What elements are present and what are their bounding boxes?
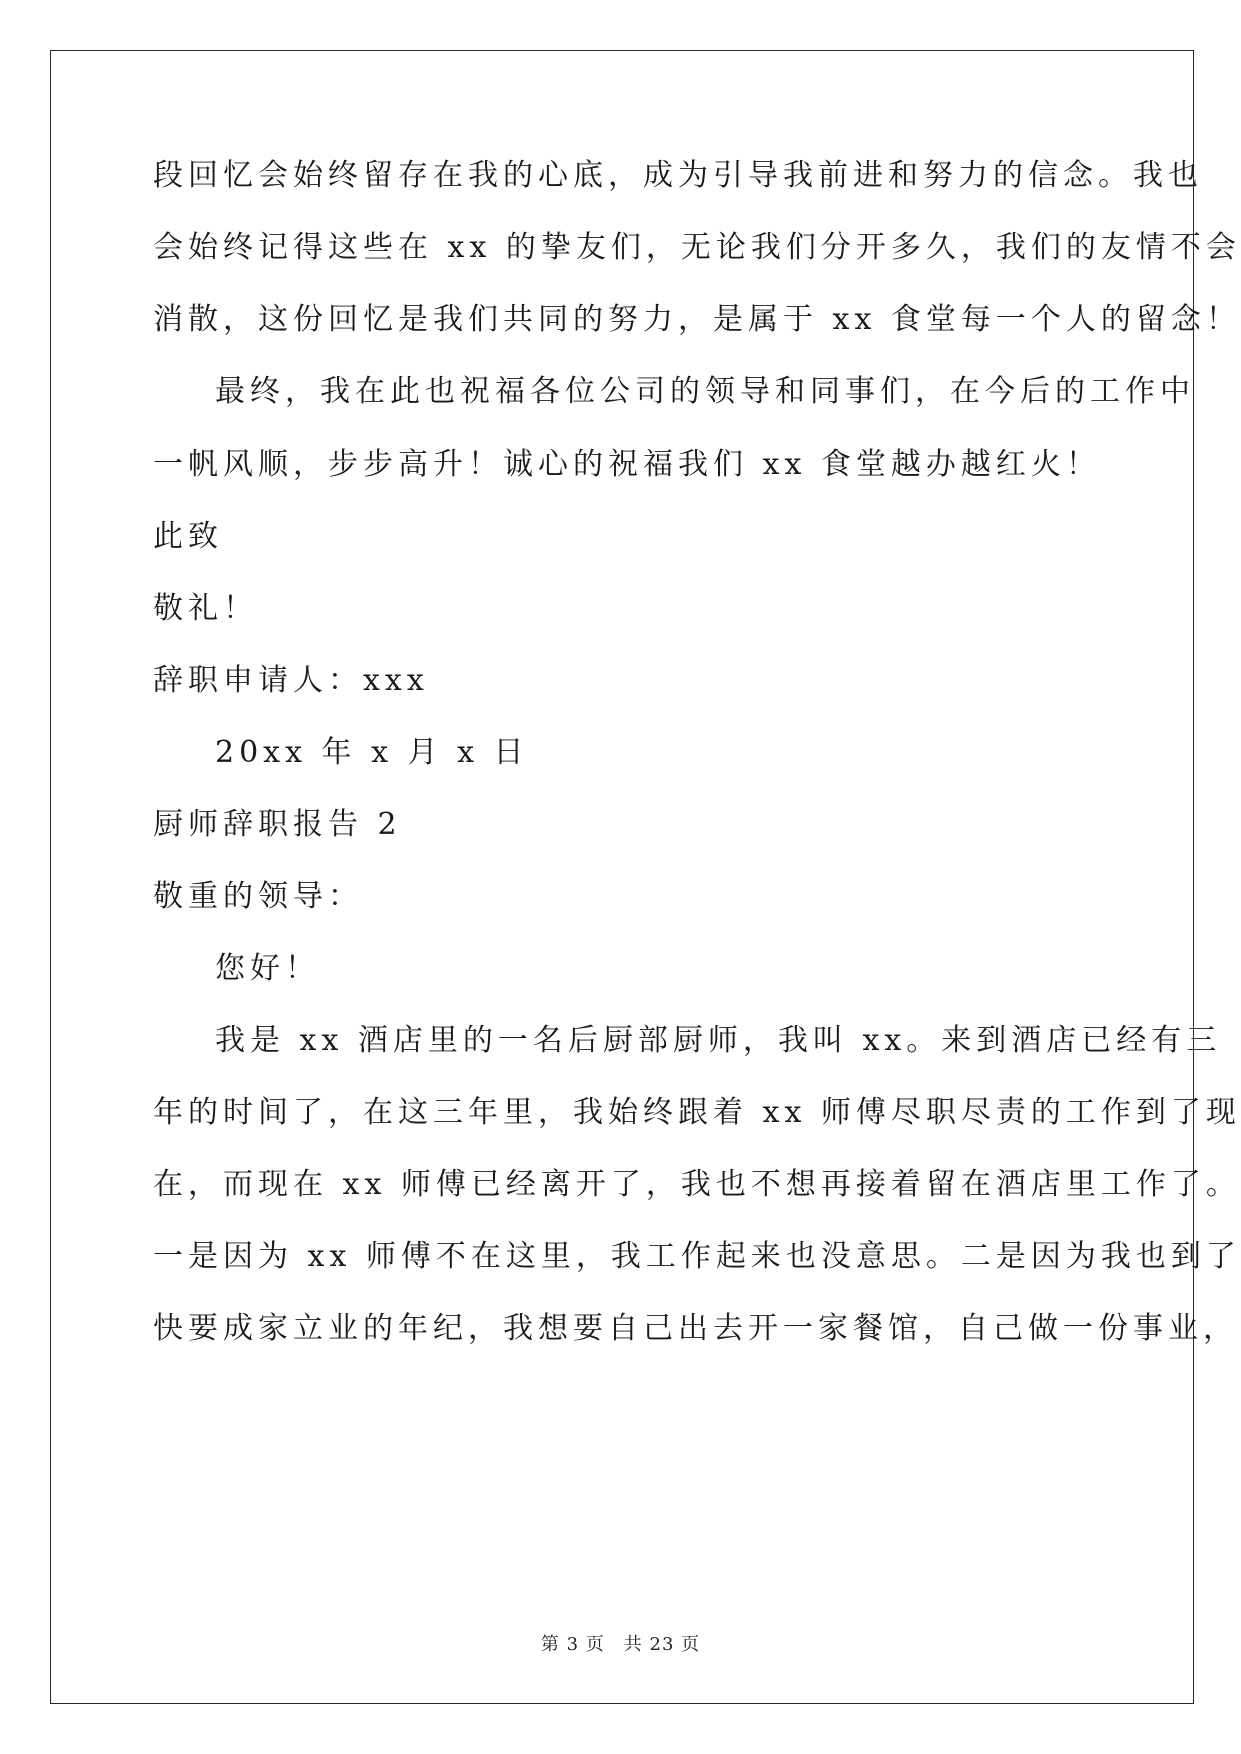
text-line: 会始终记得这些在 xx 的挚友们，无论我们分开多久，我们的友情不会 xyxy=(153,230,1241,265)
text-line: 年的时间了，在这三年里，我始终跟着 xx 师傅尽职尽责的工作到了现 xyxy=(153,1095,1241,1130)
text-line: 快要成家立业的年纪，我想要自己出去开一家餐馆，自己做一份事业， xyxy=(153,1311,1238,1346)
text-line: 段回忆会始终留存在我的心底，成为引导我前进和努力的信念。我也 xyxy=(153,158,1203,193)
text-line: 一帆风顺，步步高升！诚心的祝福我们 xx 食堂越办越红火！ xyxy=(153,447,1101,482)
text-line: 在，而现在 xx 师傅已经离开了，我也不想再接着留在酒店里工作了。 xyxy=(153,1167,1241,1202)
closing-regards: 敬礼！ xyxy=(153,591,258,626)
date-line: 20xx 年 x 月 x 日 xyxy=(215,735,529,770)
greeting-addressee: 敬重的领导： xyxy=(153,879,363,914)
text-line: 消散，这份回忆是我们共同的努力，是属于 xx 食堂每一个人的留念！ xyxy=(153,302,1241,337)
text-line: 最终，我在此也祝福各位公司的领导和同事们，在今后的工作中 xyxy=(215,374,1195,409)
closing-salutation: 此致 xyxy=(153,519,223,554)
section-title: 厨师辞职报告 2 xyxy=(153,807,402,842)
applicant-signature: 辞职申请人：xxx xyxy=(153,663,429,698)
greeting: 您好！ xyxy=(215,951,320,986)
page-number-footer: 第 3 页 共 23 页 xyxy=(540,1634,701,1655)
text-line: 我是 xx 酒店里的一名后厨部厨师，我叫 xx。来到酒店已经有三 xyxy=(215,1023,1222,1058)
text-line: 一是因为 xx 师傅不在这里，我工作起来也没意思。二是因为我也到了 xyxy=(153,1239,1241,1274)
